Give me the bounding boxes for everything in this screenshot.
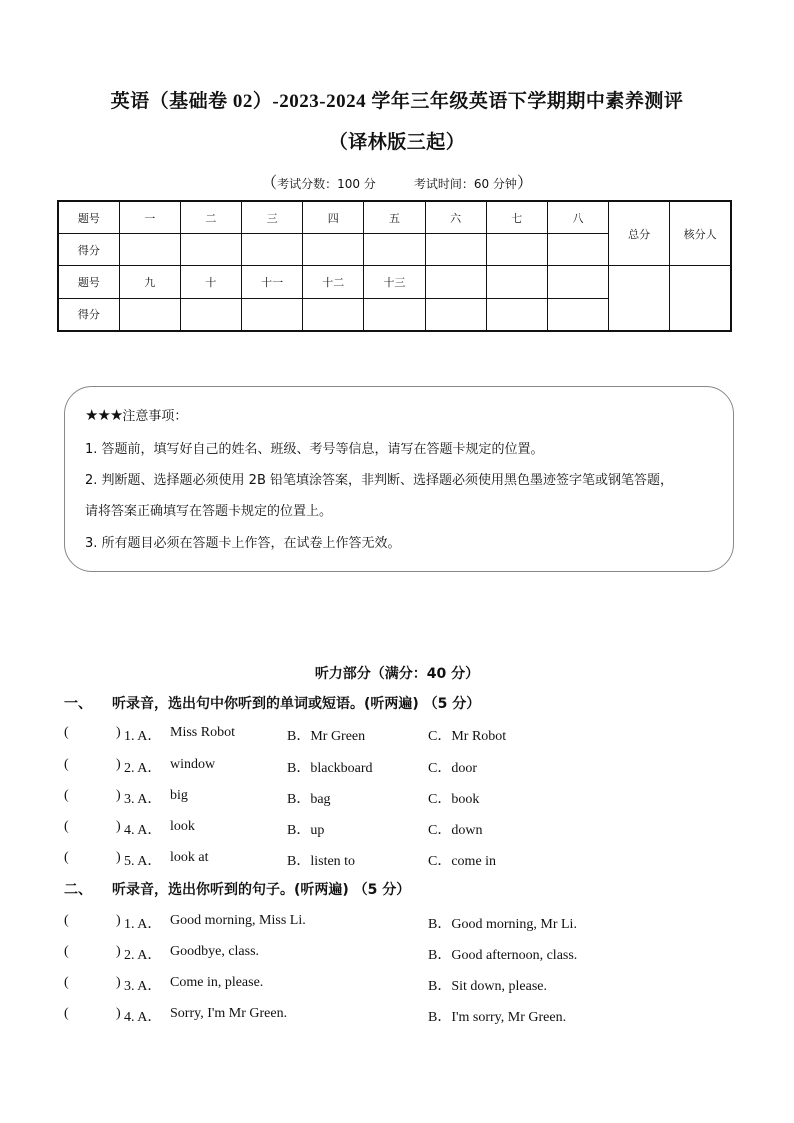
answer-blank-close: ) (116, 757, 121, 772)
exam-info (0, 170, 794, 193)
option-b: B．I'm sorry, Mr Green. (428, 1010, 567, 1025)
page-subtitle: （译林版三起） (328, 132, 466, 153)
question-number: 3. A． (124, 979, 162, 994)
question-number: 2. A． (124, 761, 162, 776)
score-cell[interactable] (486, 298, 547, 331)
total-score-label: 总分 (609, 201, 670, 266)
option-b: B．blackboard (287, 761, 373, 776)
answer-blank-open[interactable]: ( (64, 1006, 69, 1021)
question-number-cell: 五 (364, 201, 425, 234)
question-row (64, 944, 724, 964)
exam-info-open: （ (261, 173, 278, 192)
question-number-cell: 十二 (303, 266, 364, 298)
exam-info-close: ） (516, 173, 533, 192)
question-number: 1. A． (124, 917, 162, 932)
option-a: window (170, 757, 216, 772)
question-row (64, 819, 724, 839)
option-b: B．Good afternoon, class. (428, 948, 578, 963)
notice-item: 2. 判断题、选择题必须使用 2B 铅笔填涂答案，非判断、选择题必须使用黑色墨迹签字笔或钢笔答题， (85, 473, 673, 488)
answer-blank-close: ) (116, 725, 121, 740)
score-cell[interactable] (364, 234, 425, 266)
answer-blank-open[interactable]: ( (64, 757, 69, 772)
notice-item: 3. 所有题目必须在答题卡上作答，在试卷上作答无效。 (85, 536, 401, 551)
notice-title: 注意事项： (122, 409, 188, 424)
question-row (64, 1006, 724, 1026)
score-cell[interactable] (547, 234, 608, 266)
answer-blank-open[interactable]: ( (64, 725, 69, 740)
notice-item: 请将答案正确填写在答题卡规定的位置上。 (85, 504, 333, 519)
checker-cell[interactable] (670, 266, 731, 331)
answer-blank-close: ) (116, 944, 121, 959)
part-instruction: 听录音，选出你听到的句子。(听两遍) （5 分） (112, 882, 411, 898)
question-row (64, 757, 724, 777)
total-score-cell[interactable] (609, 266, 670, 331)
question-number: 1. A． (124, 729, 162, 744)
score-table-label: 得分 (58, 234, 119, 266)
answer-blank-close: ) (116, 788, 121, 803)
part1-heading (64, 693, 480, 713)
notice-item: 1. 答题前，填写好自己的姓名、班级、考号等信息，请写在答题卡规定的位置。 (85, 442, 544, 457)
option-a: look (170, 819, 195, 834)
option-c: C．come in (428, 854, 497, 869)
answer-blank-close: ) (116, 1006, 121, 1021)
question-number-cell: 九 (119, 266, 180, 298)
question-row (64, 725, 724, 745)
option-b: B．up (287, 823, 325, 838)
star-icon: ★★★ (85, 406, 123, 424)
question-number-cell: 一 (119, 201, 180, 234)
score-cell[interactable] (303, 234, 364, 266)
answer-blank-open[interactable]: ( (64, 850, 69, 865)
part2-heading (64, 879, 410, 899)
answer-blank-open[interactable]: ( (64, 944, 69, 959)
score-cell[interactable] (547, 298, 608, 331)
time-info: 考试时间：60 分钟 (413, 177, 517, 191)
listening-section-title: 听力部分（满分：40 分） (314, 666, 480, 682)
question-number-cell: 八 (547, 201, 608, 234)
question-number: 4. A． (124, 823, 162, 838)
score-cell[interactable] (425, 234, 486, 266)
question-number-cell: 三 (242, 201, 303, 234)
notice-heading (85, 405, 187, 424)
question-row (64, 975, 724, 995)
question-number-cell: 十三 (364, 266, 425, 298)
part-instruction: 听录音，选出句中你听到的单词或短语。(听两遍) （5 分） (112, 696, 481, 712)
question-row (64, 913, 724, 933)
question-number: 5. A． (124, 854, 162, 869)
option-a: Come in, please. (170, 975, 264, 990)
question-number-cell: 四 (303, 201, 364, 234)
score-cell[interactable] (242, 298, 303, 331)
question-number: 4. A． (124, 1010, 162, 1025)
option-c: C．book (428, 792, 480, 807)
score-cell[interactable] (180, 234, 241, 266)
option-b: B．Sit down, please. (428, 979, 547, 994)
question-number-cell: 二 (180, 201, 241, 234)
option-a: Good morning, Miss Li. (170, 913, 306, 928)
answer-blank-close: ) (116, 975, 121, 990)
score-cell[interactable] (425, 298, 486, 331)
question-number: 2. A． (124, 948, 162, 963)
score-cell[interactable] (364, 298, 425, 331)
question-number: 3. A． (124, 792, 162, 807)
question-row (64, 788, 724, 808)
score-cell[interactable] (242, 234, 303, 266)
score-cell[interactable] (486, 234, 547, 266)
answer-blank-close: ) (116, 913, 121, 928)
question-number-cell: 六 (425, 201, 486, 234)
score-table-label: 题号 (58, 201, 119, 234)
checker-label: 核分人 (670, 201, 731, 266)
part-number: 二、 (64, 882, 92, 898)
option-a: Goodbye, class. (170, 944, 260, 959)
option-a: Miss Robot (170, 725, 235, 740)
option-c: C．down (428, 823, 483, 838)
option-b: B．bag (287, 792, 331, 807)
score-table-label: 题号 (58, 266, 119, 298)
score-info: 考试分数：100 分 (277, 177, 376, 191)
question-number-cell (486, 266, 547, 298)
answer-blank-close: ) (116, 819, 121, 834)
answer-blank-open[interactable]: ( (64, 913, 69, 928)
answer-blank-open[interactable]: ( (64, 819, 69, 834)
score-cell[interactable] (180, 298, 241, 331)
option-a: Sorry, I'm Mr Green. (170, 1006, 288, 1021)
option-b: B．Mr Green (287, 729, 366, 744)
part-number: 一、 (64, 696, 92, 712)
page-title: 英语（基础卷 02）-2023-2024 学年三年级英语下学期期中素养测评 (110, 91, 684, 112)
question-row (64, 850, 724, 870)
option-c: C．door (428, 761, 477, 776)
option-a: look at (170, 850, 209, 865)
question-number-cell: 十 (180, 266, 241, 298)
option-c: C．Mr Robot (428, 729, 507, 744)
score-table-label: 得分 (58, 298, 119, 331)
score-cell[interactable] (119, 234, 180, 266)
question-number-cell: 七 (486, 201, 547, 234)
question-number-cell (425, 266, 486, 298)
option-b: B．listen to (287, 854, 356, 869)
score-cell[interactable] (119, 298, 180, 331)
option-b: B．Good morning, Mr Li. (428, 917, 577, 932)
question-number-cell: 十一 (242, 266, 303, 298)
answer-blank-close: ) (116, 850, 121, 865)
question-number-cell (547, 266, 608, 298)
score-cell[interactable] (303, 298, 364, 331)
score-table (57, 200, 732, 332)
option-a: big (170, 788, 188, 803)
answer-blank-open[interactable]: ( (64, 975, 69, 990)
answer-blank-open[interactable]: ( (64, 788, 69, 803)
